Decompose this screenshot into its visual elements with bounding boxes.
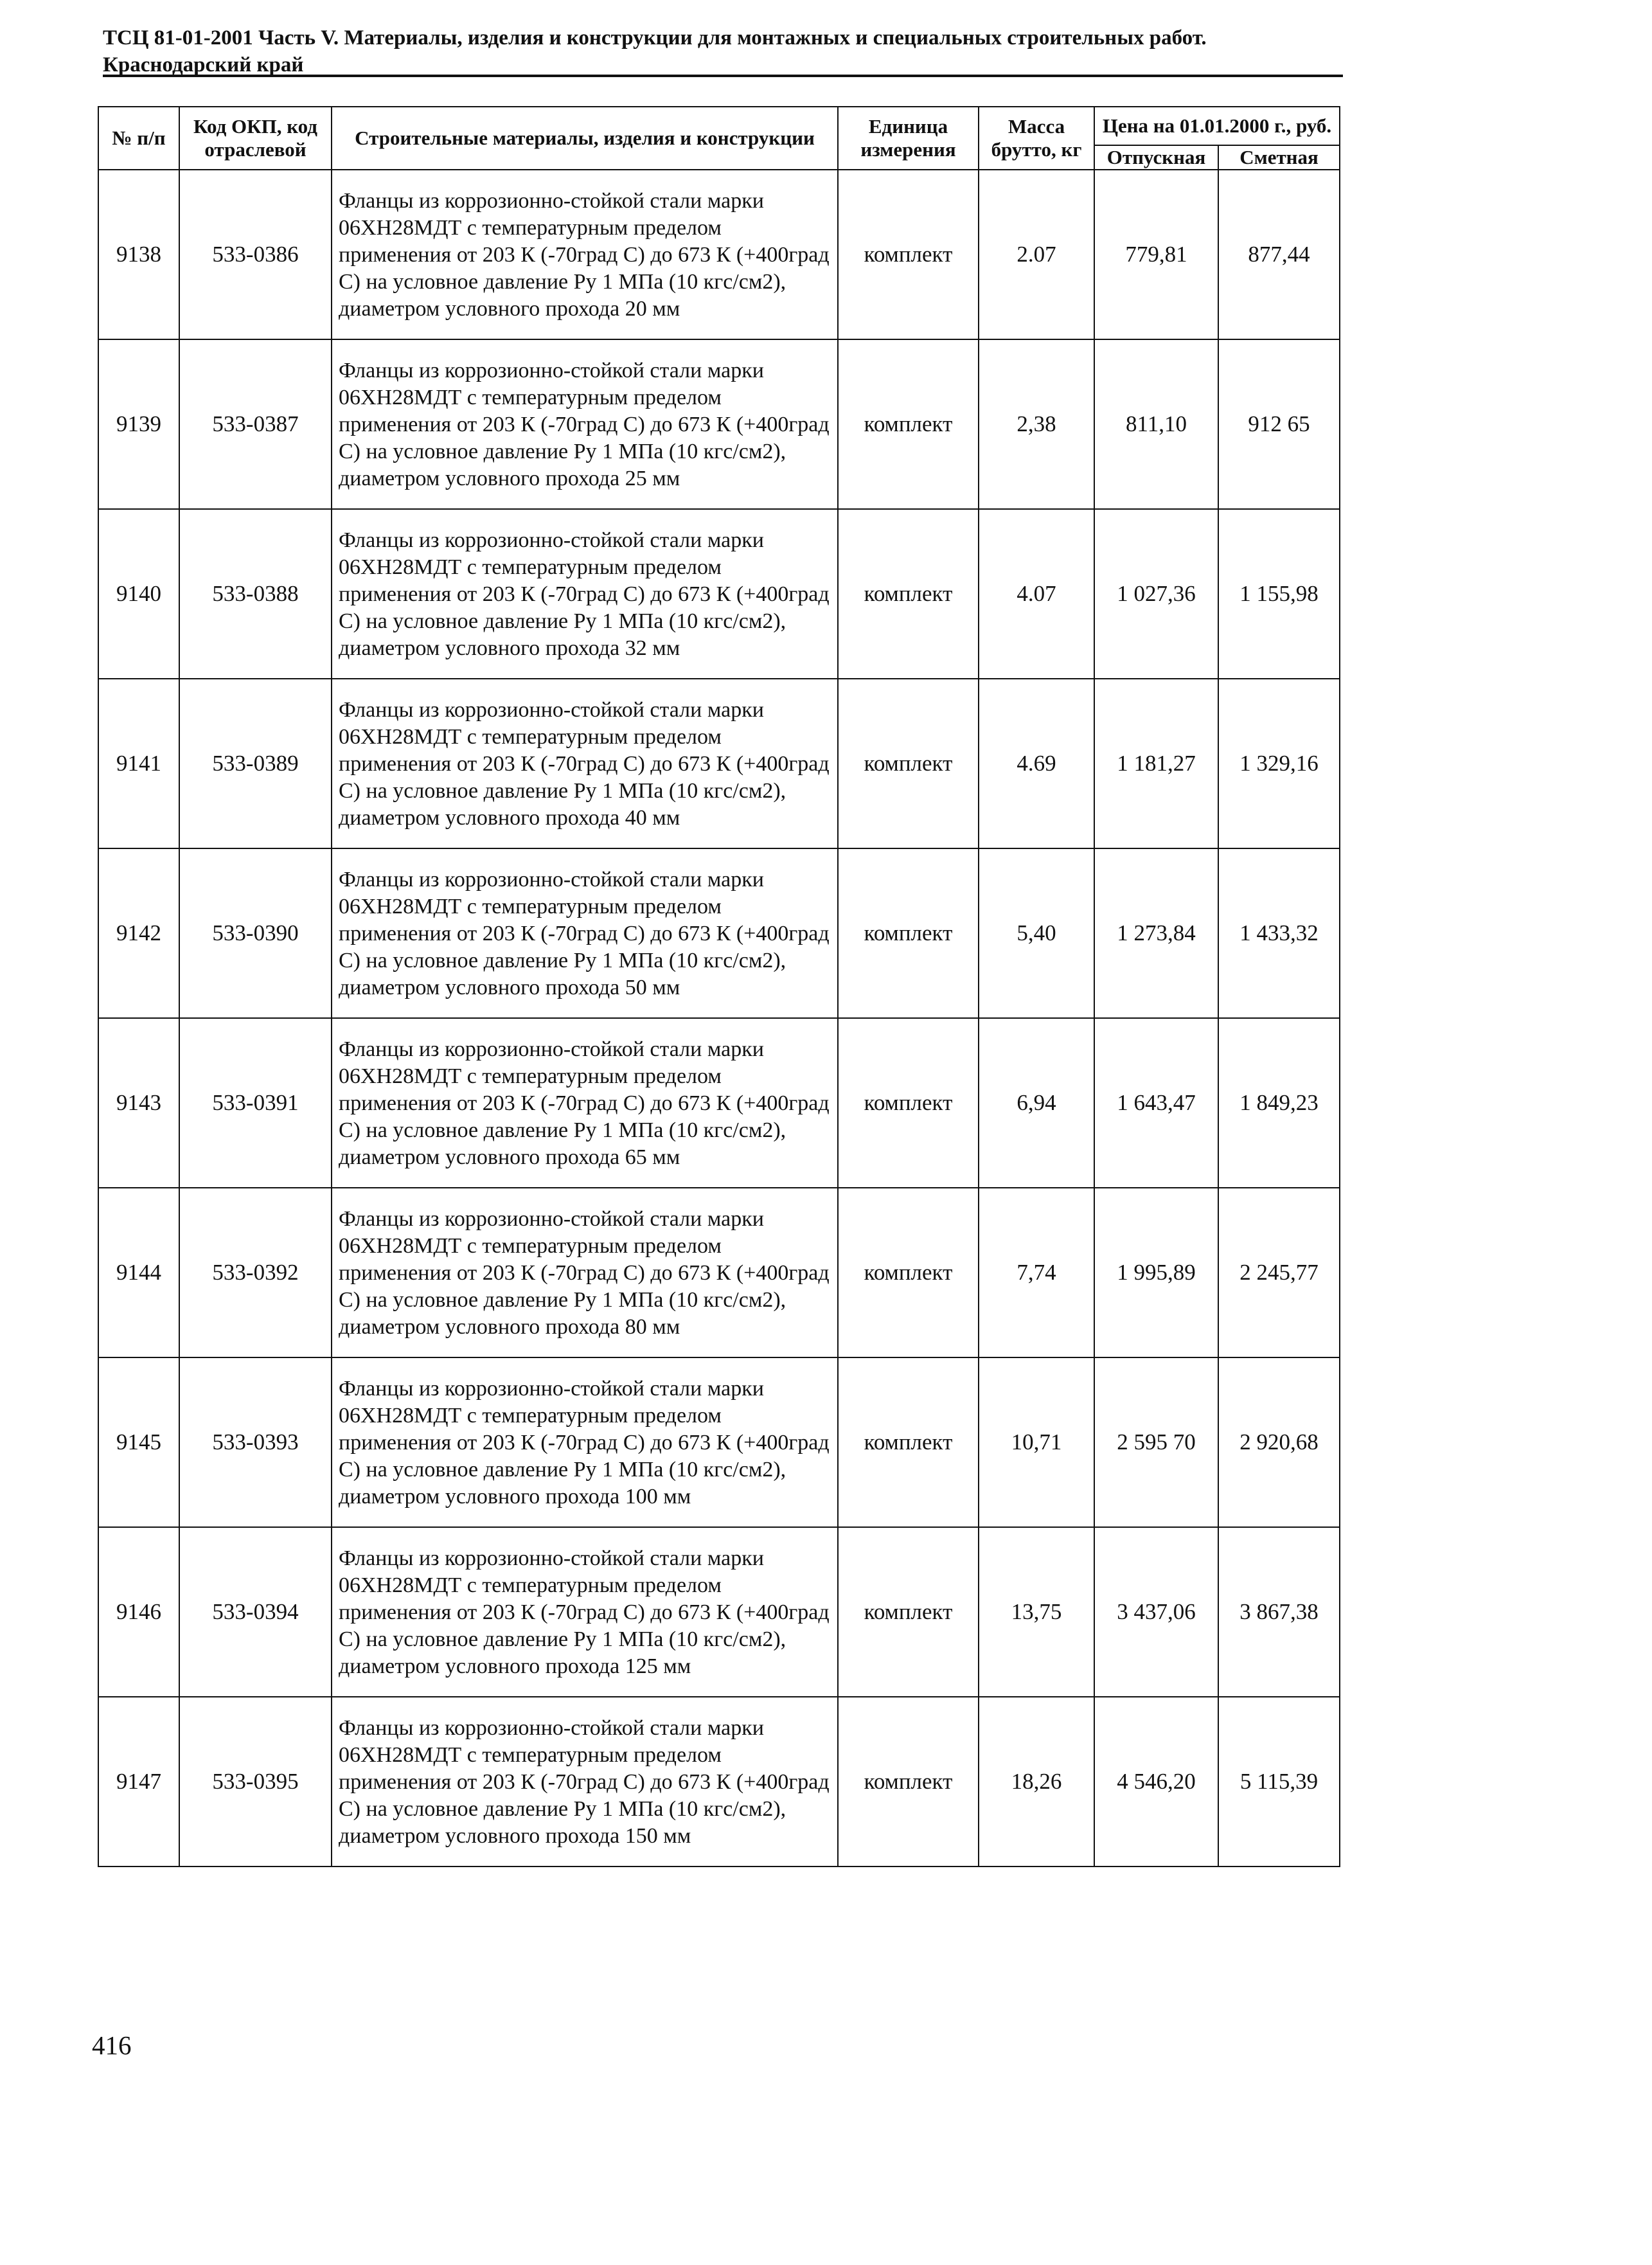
row-price-estimate: 1 155,98 xyxy=(1218,509,1340,679)
row-code: 533-0386 xyxy=(179,170,332,339)
col-header-unit: Единица измерения xyxy=(838,107,979,170)
row-unit: комплект xyxy=(838,1018,979,1188)
row-code: 533-0392 xyxy=(179,1188,332,1357)
row-price-release: 4 546,20 xyxy=(1094,1697,1218,1867)
row-name: Фланцы из коррозионно-стойкой стали марки 06ХН28МДТ с температурным пределом применения от 203 К (-70град С) до 673 К (+400град С) на условное давление Ру 1 МПа (10 кгс/см2), диаметром условного прохода 65 мм xyxy=(332,1018,838,1188)
row-name: Фланцы из коррозионно-стойкой стали марки 06ХН28МДТ с температурным пределом применения от 203 К (-70град С) до 673 К (+400град С) на условное давление Ру 1 МПа (10 кгс/см2), диаметром условного прохода 80 мм xyxy=(332,1188,838,1357)
col-header-mass: Масса брутто, кг xyxy=(979,107,1094,170)
table-row xyxy=(98,1697,1340,1867)
row-unit: комплект xyxy=(838,509,979,679)
row-unit: комплект xyxy=(838,679,979,848)
row-num: 9138 xyxy=(98,170,179,339)
row-unit: комплект xyxy=(838,1357,979,1527)
row-code: 533-0389 xyxy=(179,679,332,848)
row-unit: комплект xyxy=(838,848,979,1018)
table-row xyxy=(98,509,1340,679)
row-name: Фланцы из коррозионно-стойкой стали марки 06ХН28МДТ с температурным пределом применения от 203 К (-70град С) до 673 К (+400град С) на условное давление Ру 1 МПа (10 кгс/см2), диаметром условного прохода 50 мм xyxy=(332,848,838,1018)
row-num: 9146 xyxy=(98,1527,179,1697)
row-price-estimate: 2 920,68 xyxy=(1218,1357,1340,1527)
table-row xyxy=(98,170,1340,339)
row-mass: 18,26 xyxy=(979,1697,1094,1867)
row-price-estimate: 877,44 xyxy=(1218,170,1340,339)
table-row xyxy=(98,679,1340,848)
row-code: 533-0391 xyxy=(179,1018,332,1188)
header-region: Краснодарский край xyxy=(103,53,304,76)
row-num: 9140 xyxy=(98,509,179,679)
row-name: Фланцы из коррозионно-стойкой стали марки 06ХН28МДТ с температурным пределом применения от 203 К (-70град С) до 673 К (+400град С) на условное давление Ру 1 МПа (10 кгс/см2), диаметром условного прохода 150 мм xyxy=(332,1697,838,1867)
row-name: Фланцы из коррозионно-стойкой стали марки 06ХН28МДТ с температурным пределом применения от 203 К (-70град С) до 673 К (+400град С) на условное давление Ру 1 МПа (10 кгс/см2), диаметром условного прохода 20 мм xyxy=(332,170,838,339)
row-name: Фланцы из коррозионно-стойкой стали марки 06ХН28МДТ с температурным пределом применения от 203 К (-70град С) до 673 К (+400град С) на условное давление Ру 1 МПа (10 кгс/см2), диаметром условного прохода 25 мм xyxy=(332,339,838,509)
row-unit: комплект xyxy=(838,1697,979,1867)
row-price-estimate: 5 115,39 xyxy=(1218,1697,1340,1867)
row-price-estimate: 912 65 xyxy=(1218,339,1340,509)
row-name: Фланцы из коррозионно-стойкой стали марки 06ХН28МДТ с температурным пределом применения от 203 К (-70град С) до 673 К (+400град С) на условное давление Ру 1 МПа (10 кгс/см2), диаметром условного прохода 32 мм xyxy=(332,509,838,679)
row-price-estimate: 2 245,77 xyxy=(1218,1188,1340,1357)
row-price-release: 1 643,47 xyxy=(1094,1018,1218,1188)
table-row xyxy=(98,339,1340,509)
row-mass: 13,75 xyxy=(979,1527,1094,1697)
row-num: 9143 xyxy=(98,1018,179,1188)
col-header-price-release: Отпускная xyxy=(1094,145,1218,170)
table-row xyxy=(98,1018,1340,1188)
col-header-price-group: Цена на 01.01.2000 г., руб. xyxy=(1094,107,1340,145)
col-header-code: Код ОКП, код отраслевой xyxy=(179,107,332,170)
row-num: 9139 xyxy=(98,339,179,509)
price-table xyxy=(98,106,1340,1867)
row-price-release: 779,81 xyxy=(1094,170,1218,339)
row-name: Фланцы из коррозионно-стойкой стали марки 06ХН28МДТ с температурным пределом применения от 203 К (-70град С) до 673 К (+400град С) на условное давление Ру 1 МПа (10 кгс/см2), диаметром условного прохода 100 мм xyxy=(332,1357,838,1527)
row-num: 9147 xyxy=(98,1697,179,1867)
row-price-release: 1 027,36 xyxy=(1094,509,1218,679)
row-code: 533-0393 xyxy=(179,1357,332,1527)
row-price-release: 3 437,06 xyxy=(1094,1527,1218,1697)
row-price-release: 811,10 xyxy=(1094,339,1218,509)
row-mass: 2,38 xyxy=(979,339,1094,509)
table-row xyxy=(98,1357,1340,1527)
row-mass: 7,74 xyxy=(979,1188,1094,1357)
header-divider xyxy=(103,75,1343,77)
row-mass: 5,40 xyxy=(979,848,1094,1018)
row-price-release: 1 273,84 xyxy=(1094,848,1218,1018)
row-name: Фланцы из коррозионно-стойкой стали марки 06ХН28МДТ с температурным пределом применения от 203 К (-70град С) до 673 К (+400град С) на условное давление Ру 1 МПа (10 кгс/см2), диаметром условного прохода 125 мм xyxy=(332,1527,838,1697)
row-price-release: 1 181,27 xyxy=(1094,679,1218,848)
row-unit: комплект xyxy=(838,170,979,339)
row-code: 533-0388 xyxy=(179,509,332,679)
row-price-release: 1 995,89 xyxy=(1094,1188,1218,1357)
col-header-num: № п/п xyxy=(98,107,179,170)
row-code: 533-0390 xyxy=(179,848,332,1018)
table-row xyxy=(98,1527,1340,1697)
row-unit: комплект xyxy=(838,1188,979,1357)
row-mass: 2.07 xyxy=(979,170,1094,339)
header-title: ТСЦ 81-01-2001 Часть V. Материалы, изделия и конструкции для монтажных и специальных строительных работ. xyxy=(103,26,1207,49)
row-num: 9144 xyxy=(98,1188,179,1357)
col-header-price-estimate: Сметная xyxy=(1218,145,1340,170)
row-name: Фланцы из коррозионно-стойкой стали марки 06ХН28МДТ с температурным пределом применения от 203 К (-70град С) до 673 К (+400град С) на условное давление Ру 1 МПа (10 кгс/см2), диаметром условного прохода 40 мм xyxy=(332,679,838,848)
table-row xyxy=(98,848,1340,1018)
row-num: 9145 xyxy=(98,1357,179,1527)
row-price-estimate: 3 867,38 xyxy=(1218,1527,1340,1697)
row-price-estimate: 1 849,23 xyxy=(1218,1018,1340,1188)
row-price-release: 2 595 70 xyxy=(1094,1357,1218,1527)
table-row xyxy=(98,1188,1340,1357)
row-price-estimate: 1 433,32 xyxy=(1218,848,1340,1018)
row-num: 9142 xyxy=(98,848,179,1018)
row-price-estimate: 1 329,16 xyxy=(1218,679,1340,848)
row-mass: 4.07 xyxy=(979,509,1094,679)
document-header xyxy=(103,24,1349,78)
row-unit: комплект xyxy=(838,339,979,509)
row-mass: 6,94 xyxy=(979,1018,1094,1188)
row-code: 533-0394 xyxy=(179,1527,332,1697)
row-unit: комплект xyxy=(838,1527,979,1697)
row-code: 533-0395 xyxy=(179,1697,332,1867)
col-header-name: Строительные материалы, изделия и конструкции xyxy=(332,107,838,170)
row-num: 9141 xyxy=(98,679,179,848)
page-number: 416 xyxy=(92,2030,132,2060)
row-mass: 10,71 xyxy=(979,1357,1094,1527)
row-mass: 4.69 xyxy=(979,679,1094,848)
row-code: 533-0387 xyxy=(179,339,332,509)
